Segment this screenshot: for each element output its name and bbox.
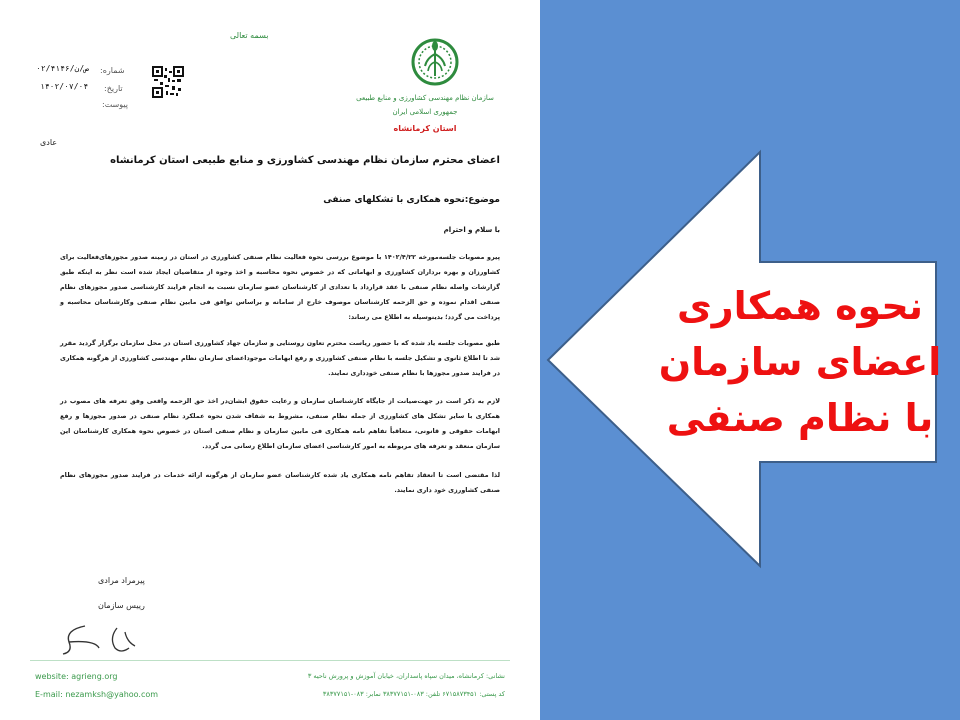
callout-title: [650, 278, 950, 446]
organization-name: سازمان نظام مهندسی کشاورزی و منابع طبیعی: [356, 94, 494, 102]
recipient-line: اعضای محترم سازمان نظام مهندسی کشاورزی و منابع طبیعی استان کرمانشاه: [110, 155, 500, 166]
body-paragraph: پیرو مصوبات جلسه‌مورخه ۱۴۰۲/۴/۲۲ با موضوع بررسی نحوه فعالیت نظام صنفی کشاورزی در استان در زمینه صدور مجوزهای‌فعالیت برای کشاورزان و بهره برداران کشاورزی و ابهاماتی که در خصوص نحوه محاسبه و اخذ وجوه از متقاضیان ایجاد شده است نظر به اینکه طبق گزارشات واصله نظام صنفی با عقد قرارداد با تعدادی از کارشناسان عضو سازمان نسبت به انجام فرایند کارشناسی صدور مجوزهای نظام صنفی اقدام نموده و حق الزحمه کارشناسان موصوف خارج از سامانه و براساس توافق فی مابین نظام صنفی وکارشناسان محاسبه و پرداخت می گردد؛ بدینوسیله به اطلاع می رساند:: [60, 253, 500, 321]
province-name: استان کرمانشاه: [393, 124, 457, 133]
body-paragraph: لذا مقتضی است تا انعقاد تفاهم نامه همکاری یاد شده کارشناسان عضو سازمان از هرگونه ارائه خدمات در فرایند صدور مجوزهای نظام صنفی کشاورزی خود داری نمایند.: [60, 471, 500, 494]
letter-date: ۱۴۰۲/۰۷/۰۴: [40, 82, 89, 91]
body-paragraph: طبق مصوبات جلسه یاد شده که با حضور ریاست محترم تعاون روستایی و سازمان جهاد کشاورزی استان در محل سازمان برگزار گردید مقرر شد تا اطلاع ثانوی و تشکیل جلسه با نظام صنفی کشاورزی و رفع ابهامات موجود‌اعضای سازمان نظام مهندسی کشاورزی از هرگونه همکاری در فرایند صدور مجوزها با نظام صنفی خودداری نمایند.: [60, 339, 500, 377]
callout-line: نحوه همکاری: [676, 284, 924, 328]
signer-name: پیرمراد مرادی: [98, 576, 145, 585]
greeting-line: با سلام و احترام: [443, 226, 500, 234]
footer-address: نشانی: کرمانشاه، میدان سپاه پاسداران، خیابان آموزش و پرورش ناحیه ۳: [307, 672, 505, 680]
signer-title: رییس سازمان: [98, 601, 145, 610]
body-paragraph: لازم به ذکر است در جهت‌صیانت از جایگاه کارشناسان سازمان و رعایت حقوق ایشان‌در اخذ حق الزحمه واقعی وفق تعرفه های مصوب در همکاری با سایر تشکل های کشاورزی از جمله نظام صنفی، مشروط به شفاف شدن نحوه عملکرد نظام صنفی در صدور مجوزها و رفع ابهامات حقوقی و قانونی، متعاقباً تفاهم نامه همکاری فی مابین سازمان و نظام صنفی استان در خصوص نحوه همکاری کارشناسان این سازمان منعقد و تعرفه های مربوطه به امور کارشناسی اعضای سازمان اطلاع رسانی می گردد.: [60, 397, 500, 450]
country-name: جمهوری اسلامی ایران: [392, 108, 458, 116]
attachment-label: پیوست:: [102, 100, 129, 109]
footer-website: website: agrieng.org: [35, 672, 118, 681]
callout-line: با نظام صنفی: [666, 396, 934, 440]
date-label: تاریخ:: [104, 84, 123, 93]
footer-phones: کد پستی: ۶۷۱۵۸۷۳۴۵۱ تلفن: ۰۸۳-۳۸۳۷۷۱۵۱ نمابر: ۰۸۳-۳۸۳۷۷۱۵۱: [322, 690, 505, 698]
urgency-label: عادی: [40, 138, 58, 147]
footer-email: E-mail: nezamksh@yahoo.com: [35, 690, 159, 699]
bismillah-heading: بسمه تعالی: [230, 31, 269, 40]
number-label: شماره:: [100, 66, 125, 75]
callout-line: اعضای سازمان: [658, 340, 942, 384]
subject-line: موضوع:نحوه همکاری با تشکلهای صنفی: [323, 195, 500, 205]
letter-number: ۰۲/۴۱۴۶/ص/ن: [36, 64, 89, 73]
